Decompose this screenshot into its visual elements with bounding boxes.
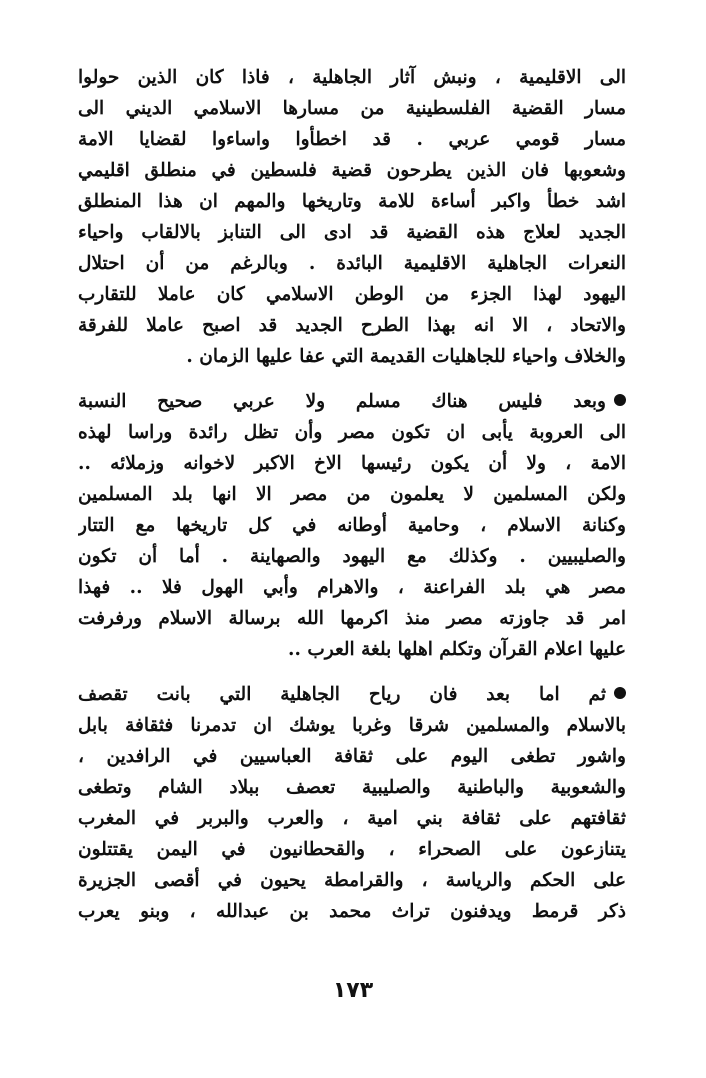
text-line-with-bullet [78, 679, 626, 710]
text-line-content: ثم اما بعد فان رياح الجاهلية التي بانت تقصف [78, 684, 606, 705]
text-line: وشعوبها فان الذين يطرحون قضية فلسطين في منطلق اقليمي [78, 160, 626, 181]
text-line: والشعوبية والباطنية والصليبية تعصف ببلاد الشام وتطغى [78, 777, 626, 798]
body-text [78, 62, 626, 927]
text-line: الامة ، ولا أن يكون رئيسها الاخ الاكبر لاخوانه وزملائه .. [78, 453, 626, 474]
text-line: ذكر قرمط ويدفنون تراث محمد بن عبدالله ، وبنو يعرب [78, 901, 626, 922]
text-line: الجديد لعلاج هذه القضية قد ادى الى التنابز بالالقاب واحياء [78, 222, 626, 243]
text-line: عليها اعلام القرآن وتكلم اهلها بلغة العرب .. [288, 639, 626, 660]
text-line: والخلاف واحياء للجاهليات القديمة التي عفا عليها الزمان . [186, 346, 626, 367]
text-line-with-bullet [78, 386, 626, 417]
text-line: يتنازعون على الصحراء ، والقحطانيون في اليمن يقتتلون [78, 839, 626, 860]
text-line: واشور تطغى اليوم على ثقافة العباسيين في الرافدين ، [78, 746, 626, 767]
text-line: وكنانة الاسلام ، وحامية أوطانه في كل تاريخها مع التتار [78, 515, 626, 536]
text-line: ثقافتهم على ثقافة بني امية ، والعرب والبربر في المغرب [78, 808, 626, 829]
text-line: امر قد جاوزته مصر منذ اكرمها الله برسالة الاسلام ورفرفت [78, 608, 626, 629]
text-line: والصليبيين . وكذلك مع اليهود والصهاينة . أما أن تكون [78, 546, 626, 567]
text-line: والاتحاد ، الا انه بهذا الطرح الجديد قد اصبح عاملا للفرقة [78, 315, 626, 336]
bullet-icon [614, 687, 626, 699]
text-line: بالاسلام والمسلمين شرقا وغربا يوشك ان تدمرنا فثقافة بابل [78, 715, 626, 736]
paragraph-1 [78, 62, 626, 372]
paragraph-3 [78, 679, 626, 927]
text-line: الى الاقليمية ، ونبش آثار الجاهلية ، فاذا كان الذين حولوا [78, 67, 626, 88]
page-number: ١٧٣ [332, 978, 374, 1003]
text-line: الى العروبة يأبى ان تكون مصر وأن تظل رائدة وراسا لهذه [78, 422, 626, 443]
text-line: اليهود لهذا الجزء من الوطن الاسلامي كان عاملا للتقارب [78, 284, 626, 305]
text-line: مسار القضية الفلسطينية من مسارها الاسلامي الديني الى [78, 98, 626, 119]
text-line-content: وبعد فليس هناك مسلم ولا عربي صحيح النسبة [78, 391, 606, 412]
text-line: النعرات الجاهلية الاقليمية البائدة . وبالرغم من أن احتلال [78, 253, 626, 274]
text-line: ولكن المسلمين لا يعلمون من مصر الا انها بلد المسلمين [78, 484, 626, 505]
paragraph-2 [78, 386, 626, 665]
text-line: اشد خطأ واكبر أساءة للامة وتاريخها والمهم ان هذا المنطلق [78, 191, 626, 212]
text-line: مسار قومي عربي . قد اخطأوا واساءوا لقضايا الامة [78, 129, 626, 150]
text-line: على الحكم والرياسة ، والقرامطة يحيون في أقصى الجزيرة [78, 870, 626, 891]
bullet-icon [614, 394, 626, 406]
text-line: مصر هي بلد الفراعنة ، والاهرام وأبي الهول فلا .. فهذا [78, 577, 626, 598]
